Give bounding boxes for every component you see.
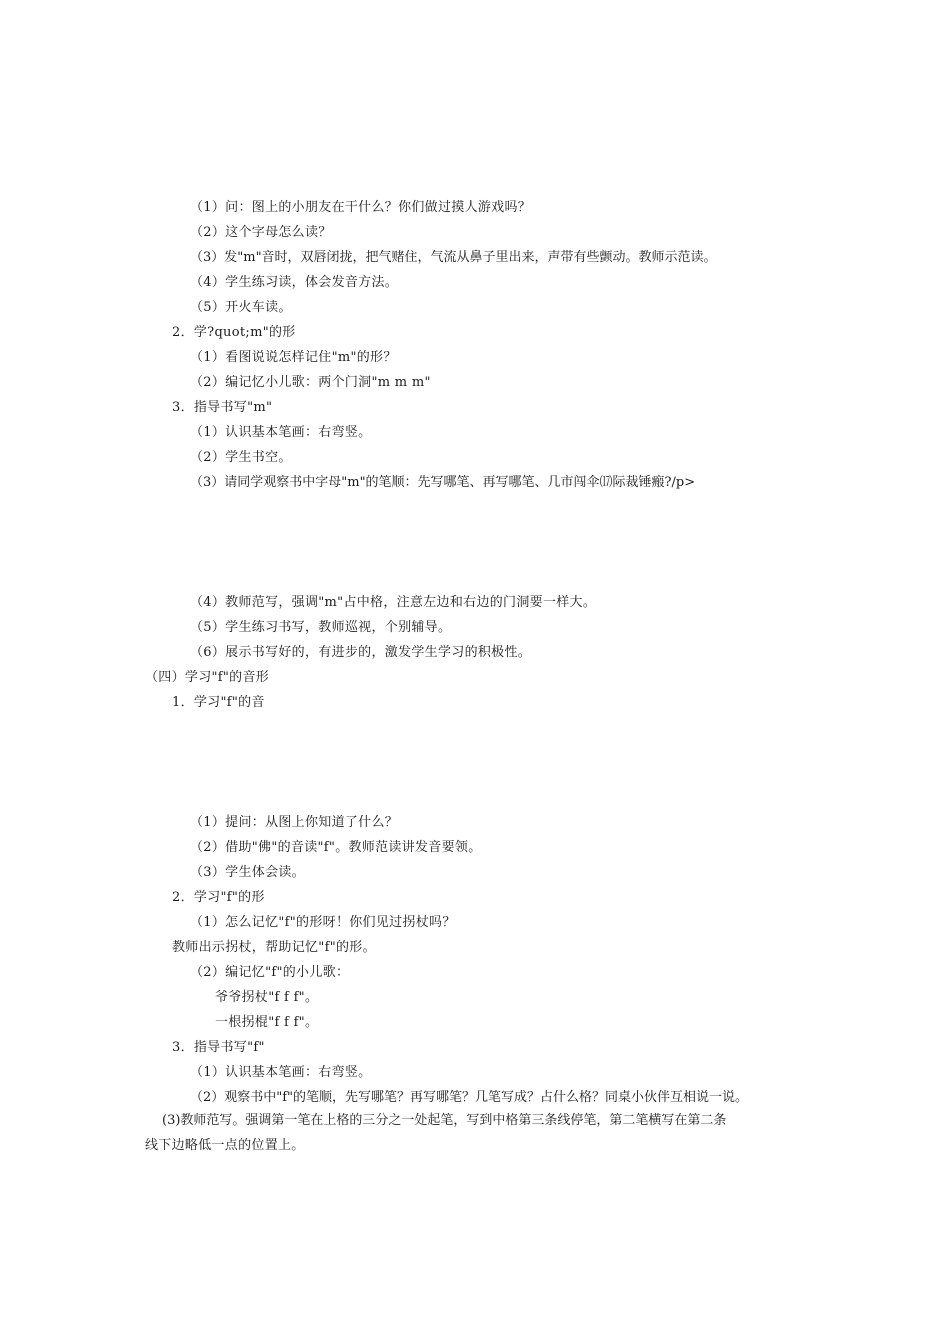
rhyme-line: 爷爷拐杖"f f f"。 [215,990,319,1005]
text-line: (3)教师范写。强调第一笔在上格的三分之一处起笔，写到中格第三条线停笔，第二笔横写在第二条 [162,1113,727,1128]
text-line: （2）观察书中"f"的笔顺，先写哪笔？再写哪笔？几笔写成？占什么格？同桌小伙伴互相说一说。 [190,1090,749,1105]
text-line: （3）学生体会读。 [190,865,305,880]
rhyme-line: 一根拐棍"f f f"。 [215,1015,319,1030]
text-line: （1）怎么记忆"f"的形呀！你们见过拐杖吗？ [190,915,456,930]
text-line: （1）认识基本笔画：右弯竖。 [190,425,372,440]
text-line: （5）学生练习书写，教师巡视，个别辅导。 [190,620,452,635]
text-line: （2）编记忆"f"的小儿歌： [190,965,350,980]
text-line: （2）学生书空。 [190,450,292,465]
text-line: 教师出示拐杖，帮助记忆"f"的形。 [172,940,376,955]
section-heading: 1．学习"f"的音 [172,695,265,710]
text-line: （3）请同学观察书中字母"m"的笔顺：先写哪笔、再写哪笔、几市闯伞⒄际裁锤瘢?/p> [190,475,696,490]
text-line: （1）问：图上的小朋友在干什么？你们做过摸人游戏吗？ [190,200,532,215]
text-line: （2）借助"佛"的音读"f"。教师范读讲发音要领。 [190,840,482,855]
text-line: （1）认识基本笔画：右弯竖。 [190,1065,372,1080]
text-line: 线下边略低一点的位置上。 [145,1138,305,1153]
section-heading: 3．指导书写"f" [172,1040,265,1055]
section-heading: 3．指导书写"m" [172,400,273,415]
text-line: （5）开火车读。 [190,300,292,315]
text-line: （4）教师范写，强调"m"占中格，注意左边和右边的门洞要一样大。 [190,595,597,610]
text-line: （1）提问：从图上你知道了什么？ [190,815,399,830]
section-heading: 2．学?quot;m"的形 [172,325,296,340]
section-heading: （四）学习"f"的音形 [145,670,270,685]
text-line: （4）学生练习读，体会发音方法。 [190,275,399,290]
text-line: （3）发"m"音时，双唇闭拢，把气赌住，气流从鼻子里出来，声带有些颤动。教师示范读。 [190,250,717,265]
text-line: （6）展示书写好的，有进步的，激发学生学习的积极性。 [190,645,532,660]
text-line: （2）这个字母怎么读？ [190,225,332,240]
section-heading: 2．学习"f"的形 [172,890,265,905]
text-line: （1）看图说说怎样记住"m"的形？ [190,350,397,365]
text-line: （2）编记忆小儿歌：两个门洞"m m m" [190,375,431,390]
